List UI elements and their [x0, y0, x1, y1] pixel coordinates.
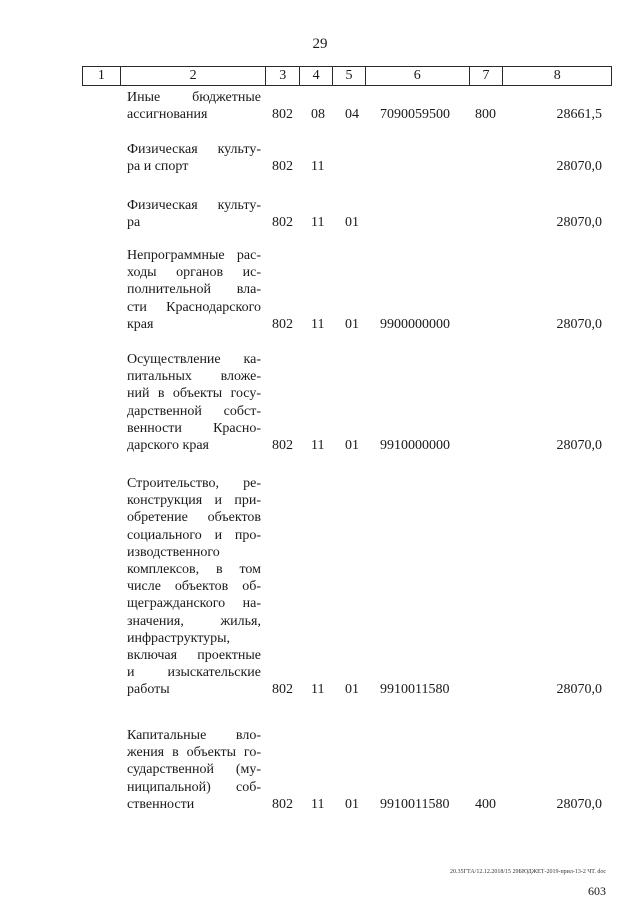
row-name-line: ра: [127, 215, 141, 231]
footer-file-note: 20.35ГТА/12.12.2018/15 29БЮДЖЕТ-2019-прил-13-2 ЧТ. doc: [450, 869, 606, 875]
cell-col-4: 11: [311, 159, 325, 175]
row-name-line: Иные бюджетные: [127, 90, 261, 105]
cell-col-5: 01: [345, 316, 359, 332]
cell-col-8: 28070,0: [556, 682, 602, 698]
row-name-line: ственности: [127, 796, 195, 812]
cell-col-4: 11: [311, 682, 325, 698]
row-name: [127, 727, 261, 813]
cell-col-3: 802: [272, 107, 293, 123]
row-name-line: дарственной собст-: [127, 403, 261, 419]
cell-col-5: 01: [345, 796, 359, 812]
cell-col-6: 7090059500: [380, 107, 450, 123]
cell-col-5: 04: [345, 107, 359, 123]
cell-col-4: 11: [311, 215, 325, 231]
cell-col-4: 11: [311, 316, 325, 332]
row-name: [127, 247, 261, 333]
cell-col-3: 802: [272, 682, 293, 698]
row-name-line: социального и про-: [127, 527, 261, 543]
row-name-line: полнительной вла-: [127, 282, 261, 298]
row-name-line: включая проектные: [127, 648, 261, 664]
row-name-line: ра и спорт: [127, 159, 189, 175]
cell-col-5: 01: [345, 438, 359, 453]
column-header-7: 7: [470, 67, 504, 85]
row-name: [127, 351, 261, 454]
row-name-line: Строительство, ре-: [127, 476, 261, 491]
cell-col-5: 01: [345, 682, 359, 698]
row-name: [127, 197, 261, 231]
row-name-line: жения в объекты го-: [127, 745, 261, 761]
cell-col-3: 802: [272, 159, 293, 175]
row-name-line: Капитальные вло-: [127, 728, 261, 743]
row-name-line: ний в объекты госу-: [127, 386, 261, 402]
row-name-line: Физическая культу-: [127, 198, 261, 213]
cell-col-8: 28070,0: [556, 159, 602, 175]
row-name-line: инфраструктуры,: [127, 630, 231, 646]
cell-col-4: 11: [311, 438, 325, 453]
cell-col-6: 9910011580: [380, 796, 450, 812]
row-name-line: значения, жилья,: [127, 613, 261, 629]
cell-col-5: 01: [345, 215, 359, 231]
row-name-line: ходы органов ис-: [127, 265, 261, 281]
row-name-line: Осуществление ка-: [127, 352, 261, 367]
column-header-6: 6: [366, 67, 470, 85]
cell-col-6: 9910011580: [380, 682, 450, 698]
row-name-line: сти Краснодарского: [127, 299, 261, 315]
column-header-row: [82, 66, 612, 86]
page-number: 29: [312, 36, 328, 52]
row-name: [127, 475, 261, 699]
cell-col-4: 08: [311, 107, 325, 123]
cell-col-3: 802: [272, 796, 293, 812]
row-name-line: Физическая культу-: [127, 142, 261, 157]
cell-col-8: 28070,0: [556, 316, 602, 332]
row-name-line: обретение объектов: [127, 510, 261, 526]
row-name-line: конструкция и при-: [127, 493, 261, 509]
cell-col-8: 28070,0: [556, 796, 602, 812]
cell-col-4: 11: [311, 796, 325, 812]
cell-col-3: 802: [272, 316, 293, 332]
cell-col-3: 802: [272, 215, 293, 231]
row-name-line: ассигнования: [127, 107, 208, 123]
column-header-1: 1: [83, 67, 121, 85]
row-name-line: работы: [127, 682, 170, 698]
cell-col-3: 802: [272, 438, 293, 453]
footer-page-number: 603: [588, 884, 606, 898]
row-name-line: ниципальной) соб-: [127, 779, 261, 795]
column-header-5: 5: [333, 67, 366, 85]
row-name-line: комплексов, в том: [127, 562, 261, 578]
row-name-line: сударственной (му-: [127, 762, 261, 778]
cell-col-8: 28070,0: [556, 215, 602, 231]
row-name-line: щегражданского на-: [127, 596, 261, 612]
row-name: [127, 141, 261, 175]
row-name-line: Непрограммные рас-: [127, 248, 261, 263]
cell-col-7: 800: [475, 107, 496, 123]
cell-col-6: 9910000000: [380, 438, 450, 453]
cell-col-8: 28070,0: [556, 438, 602, 453]
row-name-line: и изыскательские: [127, 665, 261, 681]
column-header-2: 2: [121, 67, 266, 85]
row-name-line: дарского края: [127, 438, 209, 454]
column-header-8: 8: [553, 68, 561, 83]
cell-col-7: 400: [475, 796, 496, 812]
row-name-line: изводственного: [127, 544, 220, 560]
row-name-line: питальных вложе-: [127, 369, 261, 385]
row-name-line: числе объектов об-: [127, 579, 261, 595]
row-name-line: края: [127, 316, 154, 332]
row-name: [127, 89, 261, 123]
cell-col-6: 9900000000: [380, 316, 450, 332]
row-name-line: венности Красно-: [127, 420, 261, 436]
column-header-4: 4: [300, 67, 333, 85]
cell-col-8: 28661,5: [556, 107, 602, 123]
column-header-3: 3: [266, 67, 300, 85]
